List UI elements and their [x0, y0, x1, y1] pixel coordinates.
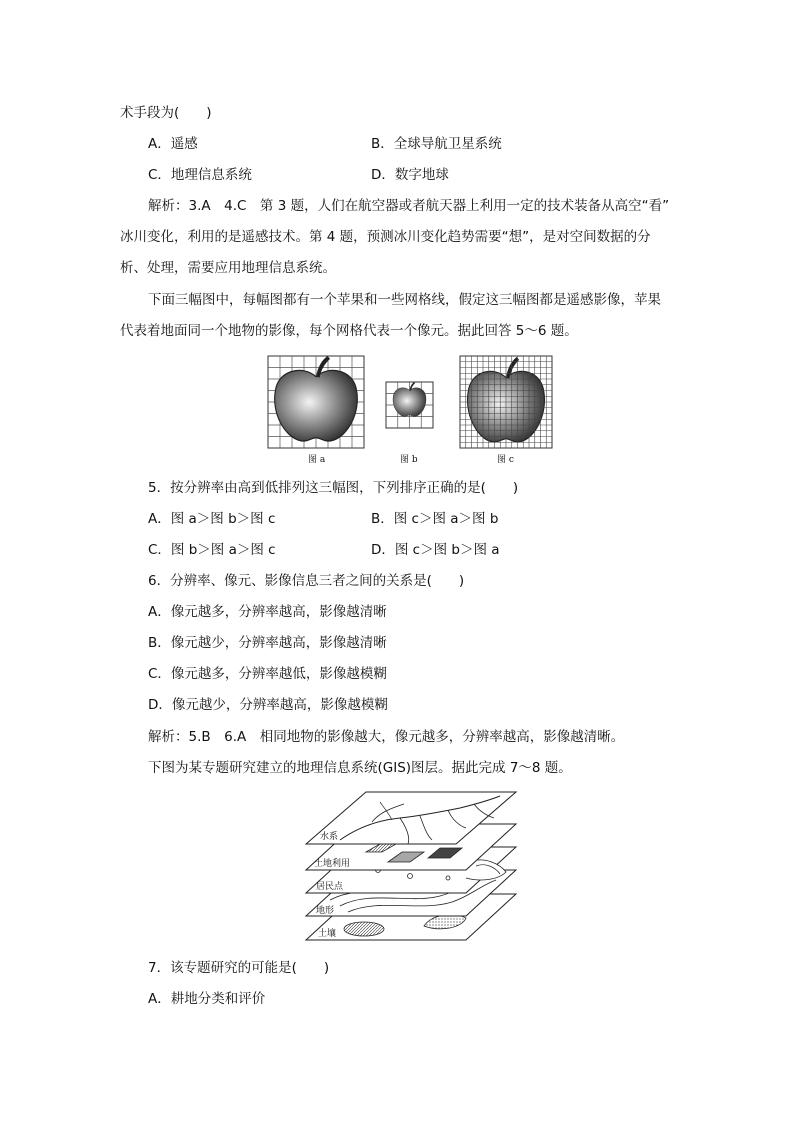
q4-stem-tail: 术手段为( ): [120, 105, 212, 121]
intro-5-6-line-1: 下面三幅图中，每幅图都有一个苹果和一些网格线，假定这三幅图都是遥感影像，苹果: [148, 292, 661, 308]
intro-5-6-line-2: 代表着地面同一个地物的影像，每个网格代表一个像元。据此回答 5～6 题。: [120, 323, 578, 339]
analysis-5-6: 解析：5.B 6.A 相同地物的影像越大，像元越多，分辨率越高，影像越清晰。: [148, 729, 625, 745]
q4-option-c: C．地理信息系统: [148, 167, 252, 183]
label-soil: 土壤: [318, 929, 337, 939]
intro-7-8: 下图为某专题研究建立的地理信息系统(GIS)图层。据此完成 7～8 题。: [148, 760, 572, 776]
q5-option-c: C．图 b＞图 a＞图 c: [148, 542, 276, 558]
q5-option-a: A．图 a＞图 b＞图 c: [148, 511, 276, 527]
q6-option-c: C．像元越多，分辨率越低，影像越模糊: [148, 666, 387, 682]
q7-option-a: A．耕地分类和评价: [148, 991, 266, 1007]
q5-option-b: B．图 c＞图 a＞图 b: [371, 511, 499, 527]
q4-option-b: B．全球导航卫星系统: [371, 136, 502, 152]
q7-stem: 7．该专题研究的可能是( ): [148, 960, 330, 976]
caption-figure-a: 图 a: [308, 455, 326, 465]
q4-option-d: D．数字地球: [371, 167, 449, 183]
q5-stem: 5．按分辨率由高到低排列这三幅图，下列排序正确的是( ): [148, 480, 519, 496]
caption-figure-c: 图 c: [497, 455, 514, 465]
analysis-3-4-line-3: 析、处理，需要应用地理信息系统。: [120, 260, 336, 276]
analysis-3-4-line-1: 解析：3.A 4.C 第 3 题，人们在航空器或者航天器上利用一定的技术装备从高空“看”: [148, 198, 670, 214]
label-settlements: 居民点: [316, 882, 344, 892]
q6-option-a: A．像元越多，分辨率越高，影像越清晰: [148, 604, 387, 620]
q6-option-d: D．像元越少，分辨率越高，影像越模糊: [148, 697, 388, 713]
q4-option-a: A．遥感: [148, 136, 198, 152]
q6-option-b: B．像元越少，分辨率越高，影像越清晰: [148, 635, 387, 651]
caption-figure-b: 图 b: [400, 455, 418, 465]
analysis-3-4-line-2: 冰川变化，利用的是遥感技术。第 4 题，预测冰川变化趋势需要“想”，是对空间数据的分: [120, 229, 651, 245]
label-land-use: 土地利用: [314, 859, 351, 869]
q5-option-d: D．图 c＞图 b＞图 a: [371, 542, 500, 558]
label-terrain: 地形: [316, 906, 335, 916]
q6-stem: 6．分辨率、像元、影像信息三者之间的关系是( ): [148, 573, 465, 589]
label-water: 水系: [320, 832, 339, 842]
